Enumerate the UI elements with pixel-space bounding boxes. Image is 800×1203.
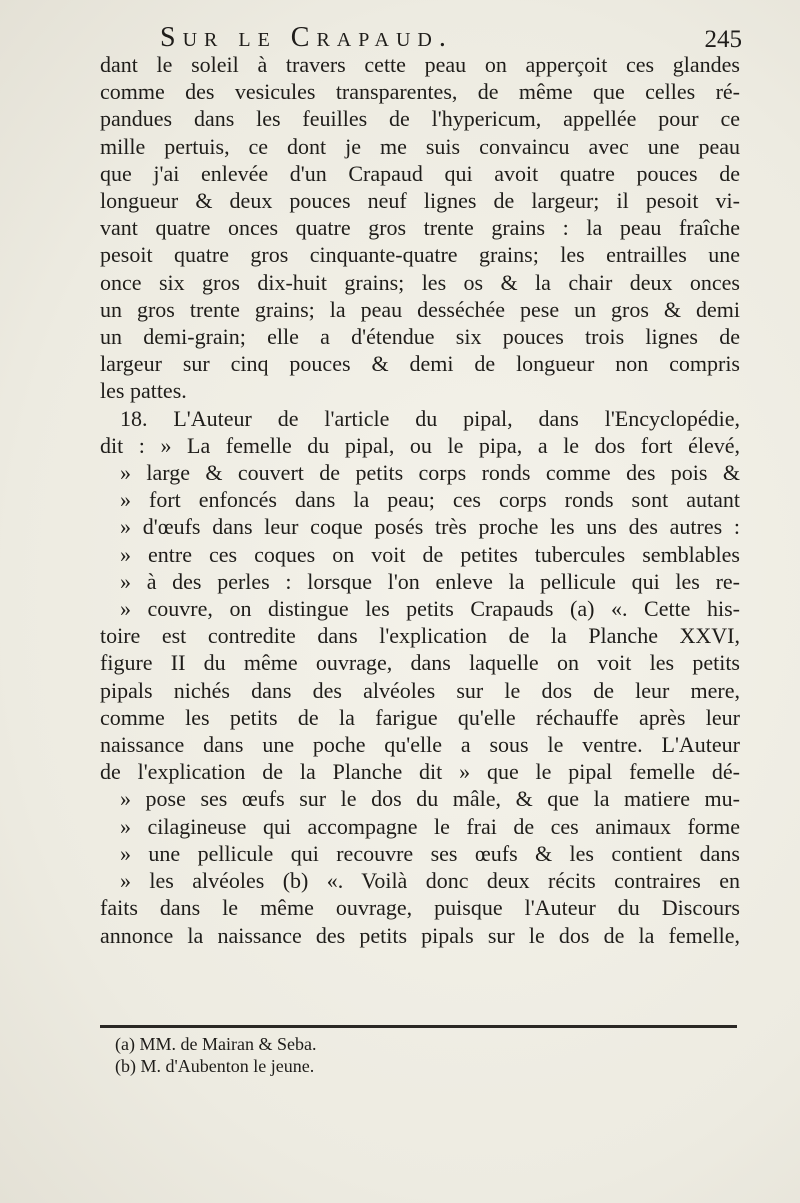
text-line: largeur sur cinq pouces & demi de longueur non compris: [100, 351, 740, 377]
text-line: » à des perles : lorsque l'on enleve la pellicule qui les re-: [120, 568, 740, 594]
text-line: dit : » La femelle du pipal, ou le pipa, a le dos fort élevé,: [100, 432, 740, 458]
text-line: faits dans le même ouvrage, puisque l'Auteur du Discours: [100, 895, 740, 921]
text-line: longueur & deux pouces neuf lignes de largeur; il pesoit vi-: [100, 188, 740, 214]
text-line: » pose ses œufs sur le dos du mâle, & que la matiere mu-: [120, 786, 740, 812]
text-line: » fort enfoncés dans la peau; ces corps ronds sont autant: [120, 487, 740, 513]
footnote-rule: [100, 1025, 737, 1028]
text-line: mille pertuis, ce dont je me suis convaincu avec une peau: [100, 133, 740, 159]
text-line: dant le soleil à travers cette peau on apperçoit ces glandes: [100, 52, 740, 77]
footnote: (a) MM. de Mairan & Seba.: [115, 1034, 317, 1054]
text-line: comme des vesicules transparentes, de même que celles ré-: [100, 79, 740, 105]
text-line: les pattes.: [100, 378, 187, 404]
text-line: un gros trente grains; la peau desséchée pese un gros & demi: [100, 296, 740, 322]
text-line: figure II du même ouvrage, dans laquelle on voit les petits: [100, 650, 740, 676]
text-line: que j'ai enlevée d'un Crapaud qui avoit quatre pouces de: [100, 160, 740, 186]
text-line: pandues dans les feuilles de l'hypericum, appellée pour ce: [100, 106, 740, 132]
text-line: » une pellicule qui recouvre ses œufs & les contient dans: [120, 840, 740, 866]
text-line: toire est contredite dans l'explication de la Planche XXVI,: [100, 623, 740, 649]
text-line: de l'explication de la Planche dit » que le pipal femelle dé-: [100, 759, 740, 785]
body-text: [100, 51, 740, 949]
text-line: un demi-grain; elle a d'étendue six pouces trois lignes de: [100, 324, 740, 350]
text-line: annonce la naissance des petits pipals sur le dos de la femelle,: [100, 922, 740, 948]
text-line: pesoit quatre gros cinquante-quatre grains; les entrailles une: [100, 242, 740, 268]
text-line: » d'œufs dans leur coque posés très proche les uns des autres :: [120, 514, 740, 540]
text-line: once six gros dix-huit grains; les os & la chair deux onces: [100, 269, 740, 295]
text-line: comme les petits de la farigue qu'elle réchauffe après leur: [100, 704, 740, 730]
text-line: naissance dans une poche qu'elle a sous le ventre. L'Auteur: [100, 732, 740, 758]
text-line: » cilagineuse qui accompagne le frai de ces animaux forme: [120, 813, 740, 839]
text-line: pipals nichés dans des alvéoles sur le dos de leur mere,: [100, 677, 740, 703]
text-line: 18. L'Auteur de l'article du pipal, dans l'Encyclopédie,: [120, 405, 740, 431]
text-line: » large & couvert de petits corps ronds comme des pois &: [120, 460, 740, 486]
footnotes: [115, 1033, 316, 1077]
running-head: Sur le Crapaud.: [160, 22, 453, 53]
text-line: vant quatre onces quatre gros trente grains : la peau fraîche: [100, 215, 740, 241]
page-number: 245: [704, 26, 742, 53]
footnote: (b) M. d'Aubenton le jeune.: [115, 1056, 315, 1076]
text-line: » les alvéoles (b) «. Voilà donc deux récits contraires en: [120, 868, 740, 894]
text-line: » entre ces coques on voit de petites tubercules semblables: [120, 541, 740, 567]
text-line: » couvre, on distingue les petits Crapauds (a) «. Cette his-: [120, 596, 740, 622]
